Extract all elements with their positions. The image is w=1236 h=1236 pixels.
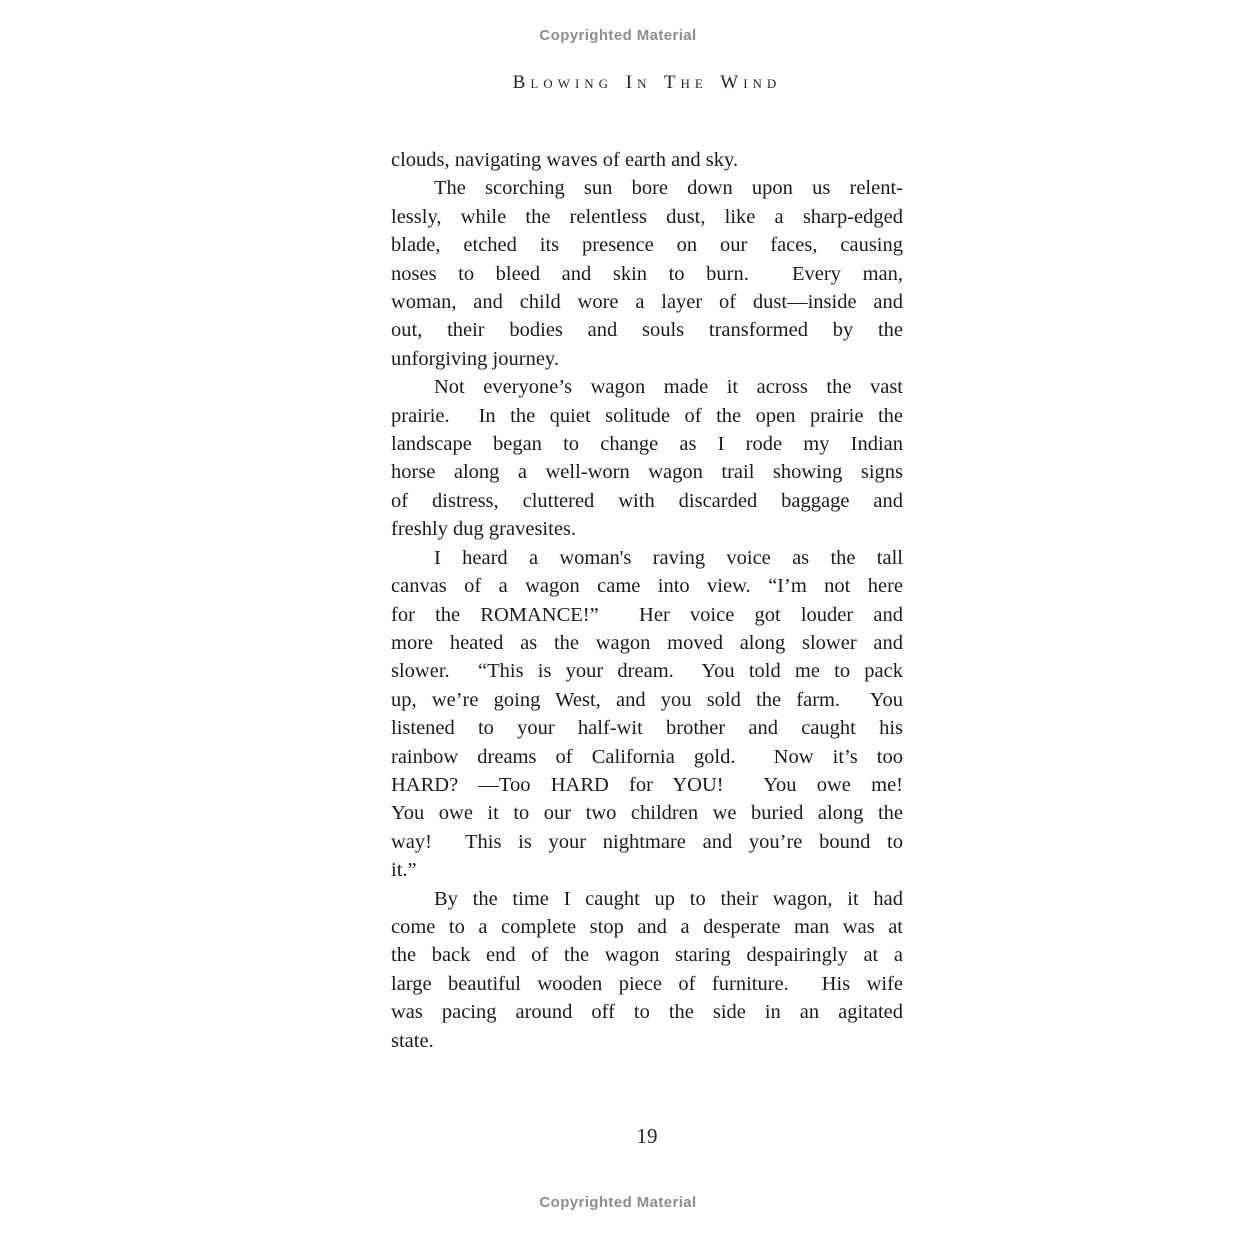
text-line: canvas of a wagon came into view. “I’m not here <box>391 575 903 598</box>
page-content <box>391 0 903 1236</box>
text-line: large beautiful wooden piece of furniture. His wife <box>391 972 903 995</box>
text-line: By the time I caught up to their wagon, it had <box>434 887 903 910</box>
text-line: slower. “This is your dream. You told me to pack <box>391 660 903 683</box>
text-line: You owe it to our two children we buried along the <box>391 802 903 825</box>
text-line: The scorching sun bore down upon us relent- <box>434 177 903 200</box>
paragraph <box>391 174 903 373</box>
text-line: rainbow dreams of California gold. Now it’s too <box>391 745 903 768</box>
text-line: unforgiving journey. <box>391 347 559 370</box>
text-line: it.” <box>391 859 417 882</box>
text-line: horse along a well-worn wagon trail showing signs <box>391 461 903 484</box>
paragraph <box>391 885 903 1055</box>
text-line: out, their bodies and souls transformed by the <box>391 319 903 342</box>
paragraph <box>391 146 903 174</box>
running-head-title: Blowing In The Wind <box>512 72 782 93</box>
text-line: clouds, navigating waves of earth and sky. <box>391 149 739 171</box>
text-line: I heard a woman's raving voice as the tall <box>434 546 903 569</box>
text-line: blade, etched its presence on our faces, causing <box>391 234 903 257</box>
paragraph <box>391 544 903 885</box>
text-line: listened to your half-wit brother and caught his <box>391 717 903 740</box>
paragraph <box>391 373 903 543</box>
text-line: Not everyone’s wagon made it across the vast <box>434 376 903 399</box>
text-line: prairie. In the quiet solitude of the open prairie the <box>391 404 903 427</box>
page-number: 19 <box>636 1124 658 1148</box>
text-line: woman, and child wore a layer of dust—inside and <box>391 291 903 314</box>
text-line: for the ROMANCE!” Her voice got louder and <box>391 603 903 626</box>
copyright-notice-top: Copyrighted Material <box>539 27 697 44</box>
text-line: more heated as the wagon moved along slower and <box>391 631 903 654</box>
text-line: state. <box>391 1029 434 1052</box>
text-line: landscape began to change as I rode my Indian <box>391 433 903 456</box>
text-line: freshly dug gravesites. <box>391 518 577 541</box>
text-line: of distress, cluttered with discarded baggage and <box>391 489 903 512</box>
text-line: HARD? —Too HARD for YOU! You owe me! <box>391 773 903 796</box>
body-text <box>391 146 903 1055</box>
text-line: way! This is your nightmare and you’re bound to <box>391 830 903 853</box>
text-line: come to a complete stop and a desperate man was at <box>391 915 903 938</box>
text-line: up, we’re going West, and you sold the farm. You <box>391 688 903 711</box>
text-line: the back end of the wagon staring despairingly at a <box>391 944 903 967</box>
text-line: was pacing around off to the side in an agitated <box>391 1001 903 1024</box>
text-line: noses to bleed and skin to burn. Every man, <box>391 262 903 285</box>
text-line: lessly, while the relentless dust, like a sharp-edged <box>391 205 903 228</box>
copyright-notice-bottom: Copyrighted Material <box>539 1194 697 1211</box>
